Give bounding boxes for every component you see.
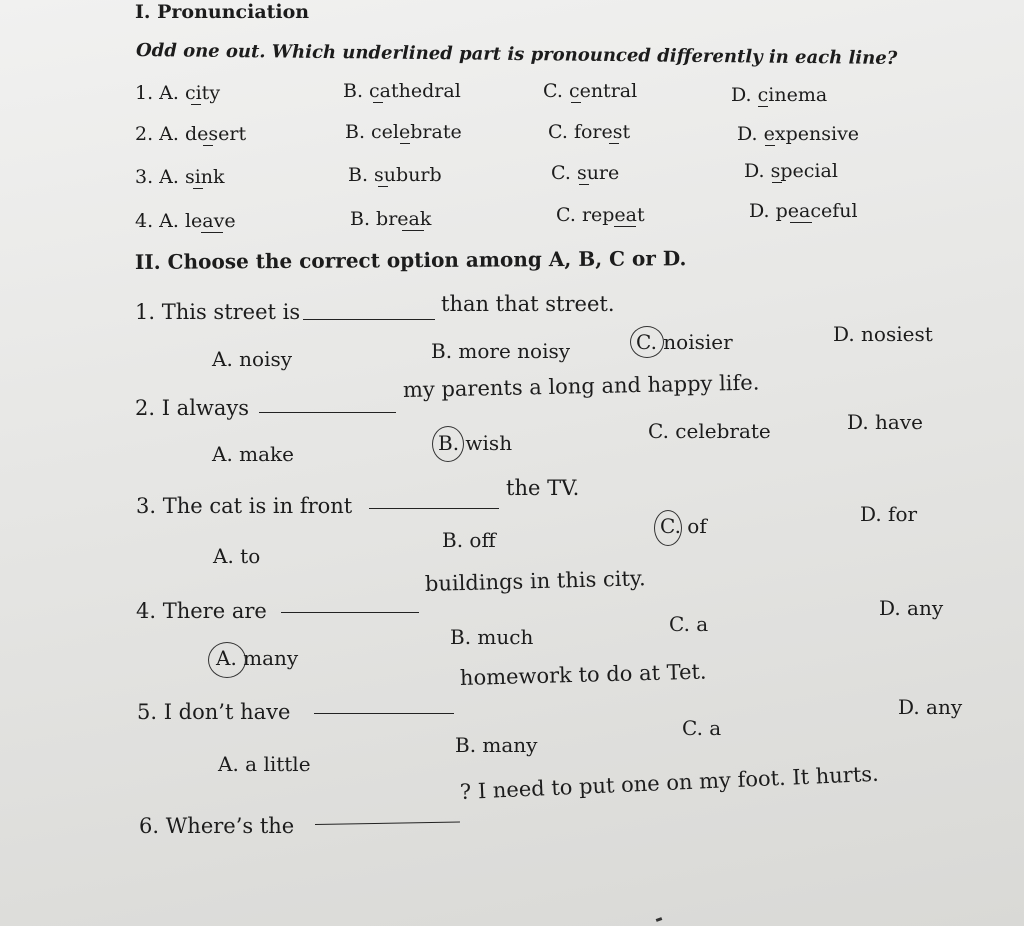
pron-3-c: C. sure <box>551 162 620 184</box>
question-3-tail: the TV. <box>506 476 580 500</box>
answer-circle-q1 <box>630 326 664 358</box>
q4-option-a[interactable]: A. many <box>216 646 299 670</box>
answer-blank-3[interactable] <box>369 508 499 509</box>
question-3-stem: 3. The cat is in front <box>136 494 353 518</box>
answer-blank-6[interactable] <box>315 821 460 825</box>
underline-mark <box>758 106 768 107</box>
underline-mark <box>571 102 581 103</box>
question-5-tail: homework to do at Tet. <box>459 659 707 690</box>
pron-4-a: 4. A. leave <box>135 210 236 232</box>
underline-mark <box>614 226 636 227</box>
pen-mark <box>656 917 663 922</box>
q3-option-d[interactable]: D. for <box>860 502 918 526</box>
question-1-tail: than that street. <box>441 292 615 316</box>
answer-blank-1[interactable] <box>303 319 435 320</box>
pron-1-a: 1. A. city <box>135 82 221 104</box>
question-1-stem: 1. This street is <box>135 300 301 324</box>
pron-4-c: C. repeat <box>556 204 645 226</box>
underline-mark <box>772 182 782 183</box>
pron-3-b: B. suburb <box>348 164 442 186</box>
question-6-tail: ? I need to put one on my foot. It hurts. <box>459 761 880 804</box>
q1-option-b[interactable]: B. more noisy <box>431 339 571 363</box>
underline-mark <box>765 145 775 146</box>
q1-option-d[interactable]: D. nosiest <box>833 322 933 346</box>
question-2-stem: 2. I always <box>135 396 250 420</box>
underline-mark <box>609 143 619 144</box>
q1-option-a[interactable]: A. noisy <box>212 347 293 371</box>
underline-mark <box>193 188 203 189</box>
q5-option-b[interactable]: B. many <box>455 733 538 757</box>
q2-option-c[interactable]: C. celebrate <box>648 419 771 443</box>
pron-3-a: 3. A. sink <box>135 166 225 188</box>
answer-circle-q4 <box>208 642 246 678</box>
q5-option-d[interactable]: D. any <box>898 695 963 719</box>
underline-mark <box>378 186 388 187</box>
pron-1-b: B. cathedral <box>343 80 461 102</box>
question-4-tail: buildings in this city. <box>424 566 646 596</box>
pron-2-a: 2. A. desert <box>135 123 247 145</box>
q3-option-c[interactable]: C. of <box>660 514 707 538</box>
q1-option-c[interactable]: C. noisier <box>636 330 733 354</box>
underline-mark <box>191 104 201 105</box>
answer-blank-5[interactable] <box>314 713 454 714</box>
q2-option-a[interactable]: A. make <box>212 442 295 466</box>
question-6-stem: 6. Where’s the <box>139 814 295 838</box>
question-2-tail: my parents a long and happy life. <box>402 370 760 402</box>
q2-option-b[interactable]: B. wish <box>438 431 513 455</box>
q2-option-d[interactable]: D. have <box>847 410 923 434</box>
answer-circle-q3 <box>654 510 682 546</box>
q5-option-c[interactable]: C. a <box>682 716 722 740</box>
q4-option-b[interactable]: B. much <box>450 625 534 649</box>
section-1-instruction: Odd one out. Which underlined part is pronounced differently in each line? <box>135 40 898 69</box>
q3-option-a[interactable]: A. to <box>213 544 261 568</box>
underline-mark <box>579 184 589 185</box>
pron-4-b: B. break <box>350 208 432 230</box>
underline-mark <box>402 230 424 231</box>
answer-blank-2[interactable] <box>259 412 396 413</box>
pron-1-c: C. central <box>543 80 638 102</box>
pron-4-d: D. peaceful <box>749 200 858 222</box>
q4-option-d[interactable]: D. any <box>879 596 944 620</box>
pron-2-b: B. celebrate <box>345 121 462 143</box>
underline-mark <box>400 143 410 144</box>
question-5-stem: 5. I don’t have <box>137 700 291 724</box>
underline-mark <box>203 145 213 146</box>
answer-circle-q2 <box>432 426 464 462</box>
pron-2-c: C. forest <box>548 121 631 143</box>
q3-option-b[interactable]: B. off <box>442 528 496 552</box>
pron-3-d: D. special <box>744 160 838 182</box>
section-2-heading: II. Choose the correct option among A, B, C or D. <box>134 246 687 274</box>
question-4-stem: 4. There are <box>136 599 267 623</box>
pron-2-d: D. expensive <box>737 123 860 145</box>
answer-blank-4[interactable] <box>281 612 419 613</box>
section-1-heading: I. Pronunciation <box>135 1 310 23</box>
q4-option-c[interactable]: C. a <box>669 612 709 636</box>
pron-1-d: D. cinema <box>731 84 828 106</box>
q5-option-a[interactable]: A. a little <box>218 752 311 776</box>
underline-mark <box>373 102 383 103</box>
underline-mark <box>790 222 812 223</box>
underline-mark <box>201 232 223 233</box>
